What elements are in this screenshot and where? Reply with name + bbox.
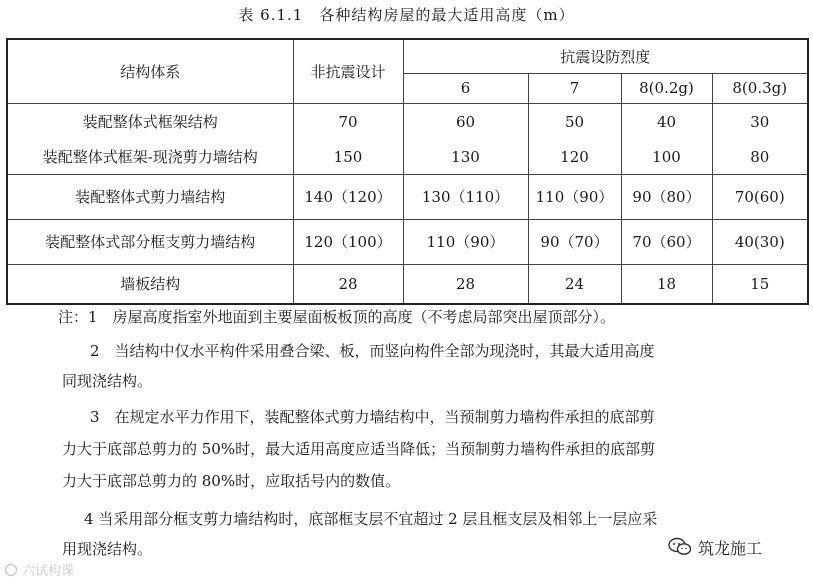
cell-value: 130（110）: [403, 174, 528, 219]
table-row: [7, 103, 808, 140]
cell-value: 60: [403, 103, 528, 140]
cell-value: 80: [712, 140, 808, 175]
cell-value: 70: [293, 103, 403, 140]
table-row: [7, 264, 808, 304]
cell-value: 90（70）: [528, 219, 621, 264]
cell-value: 110（90）: [403, 219, 528, 264]
cell-value: 90（80）: [621, 174, 712, 219]
row-name: 装配整体式框架-现浇剪力墙结构: [7, 140, 293, 175]
cell-value: 100: [621, 140, 712, 175]
cell-value: 40(30): [712, 219, 808, 264]
row-name: 装配整体式框架结构: [7, 103, 293, 140]
table-row: [7, 174, 808, 219]
cell-value: 70（60）: [621, 219, 712, 264]
cell-value: 70(60): [712, 174, 808, 219]
table-row: [7, 140, 808, 175]
note-line: 4 当采用部分框支剪力墙结构时，底部框支层不宜超过 2 层且框支层及相邻上一层应采: [84, 510, 658, 528]
header-seismic-level: 8(0.2g): [621, 73, 712, 103]
cell-value: 24: [528, 264, 621, 304]
cell-value: 18: [621, 264, 712, 304]
logo-icon: [4, 563, 18, 577]
watermark-faint: [4, 560, 74, 579]
cell-value: 140（120）: [293, 174, 403, 219]
header-non-seismic: 非抗震设计: [293, 39, 403, 103]
cell-value: 150: [293, 140, 403, 175]
table-caption: 表 6.1.1 各种结构房屋的最大适用高度（m）: [238, 6, 575, 24]
watermark-faint-text: 六试构课: [22, 564, 75, 579]
cell-value: 15: [712, 264, 808, 304]
cell-value: 120: [528, 140, 621, 175]
cell-value: 120（100）: [293, 219, 403, 264]
header-seismic-level: 8(0.3g): [712, 73, 808, 103]
note-line: 注：1 房屋高度指室外地面到主要屋面板板顶的高度（不考虑局部突出屋顶部分）。: [58, 308, 616, 326]
row-name: 墙板结构: [7, 264, 293, 304]
note-line: 用现浇结构。: [62, 540, 153, 558]
row-name: 装配整体式剪力墙结构: [7, 174, 293, 219]
note-line: 同现浇结构。: [62, 372, 153, 390]
header-seismic-level: 6: [403, 73, 528, 103]
cell-value: 30: [712, 103, 808, 140]
row-name: 装配整体式部分框支剪力墙结构: [7, 219, 293, 264]
table-row: [7, 219, 808, 264]
header-seismic-group: 抗震设防烈度: [403, 39, 808, 73]
header-structure: 结构体系: [7, 39, 293, 103]
wechat-icon: [668, 536, 692, 558]
note-line: 3 在规定水平力作用下，装配整体式剪力墙结构中，当预制剪力墙构件承担的底部剪: [90, 408, 655, 426]
cell-value: 40: [621, 103, 712, 140]
note-line: 2 当结构中仅水平构件采用叠合梁、板，而竖向构件全部为现浇时，其最大适用高度: [90, 342, 655, 360]
note-line: 力大于底部总剪力的 50%时，最大适用高度应适当降低；当预制剪力墙构件承担的底部剪: [62, 440, 656, 458]
max-height-table: [6, 38, 809, 305]
cell-value: 28: [403, 264, 528, 304]
header-seismic-level: 7: [528, 73, 621, 103]
note-line: 力大于底部总剪力的 80%时，应取括号内的数值。: [62, 472, 401, 490]
cell-value: 28: [293, 264, 403, 304]
cell-value: 110（90）: [528, 174, 621, 219]
watermark-zhulong: [668, 534, 808, 560]
cell-value: 130: [403, 140, 528, 175]
watermark-text: 筑龙施工: [698, 538, 763, 558]
cell-value: 50: [528, 103, 621, 140]
